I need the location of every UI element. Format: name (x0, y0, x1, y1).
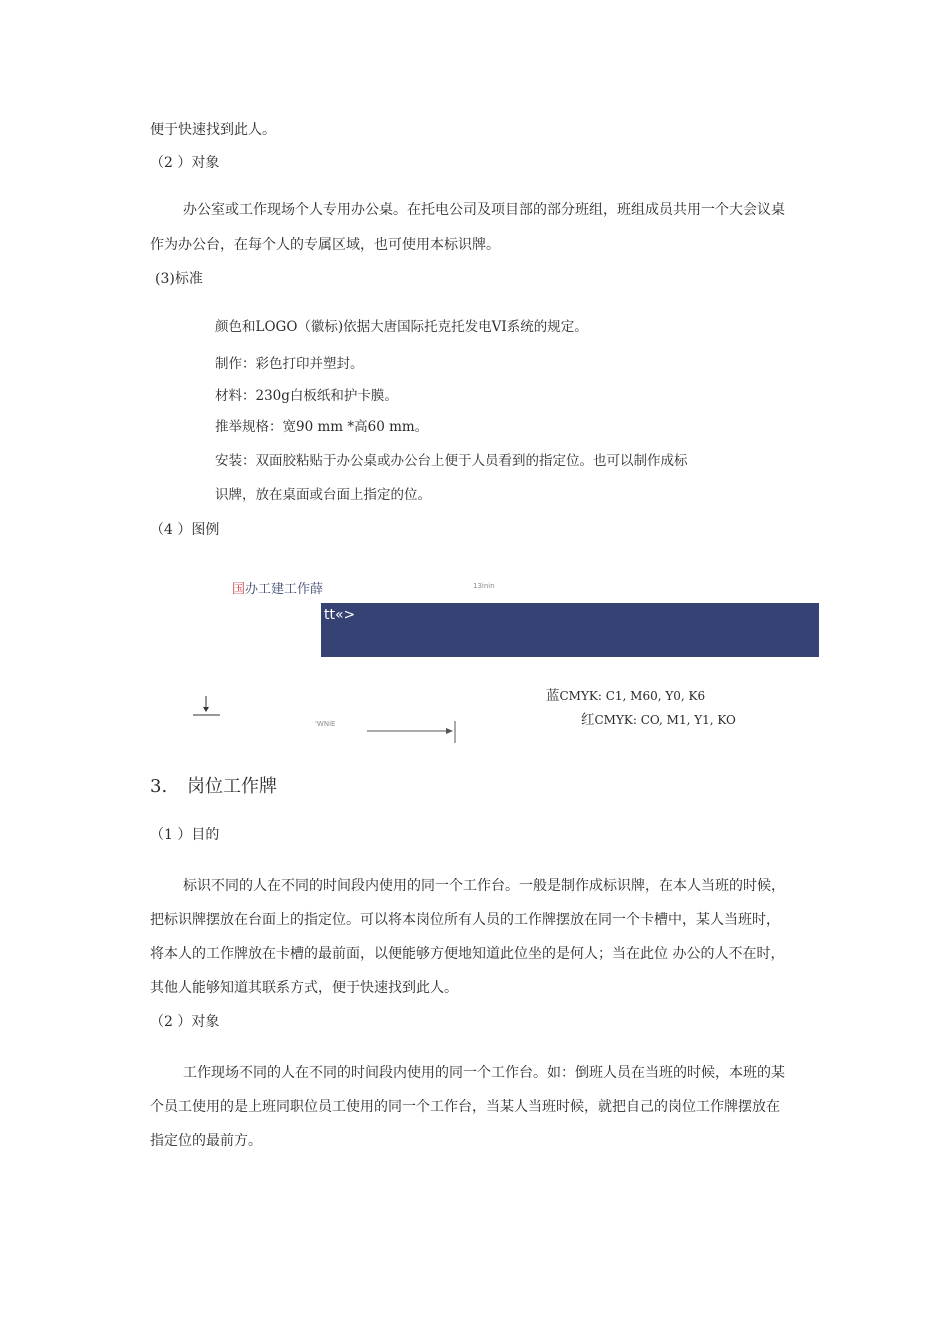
standard-color: 颜色和LOGO（徽标)依据大唐国际托克托发电VI系统的规定。 (215, 319, 588, 335)
standard-install-2: 识牌，放在桌面或台面上指定的位。 (215, 487, 431, 503)
small-label: 'WNiE (315, 720, 336, 728)
dimension-marker-icon (190, 694, 222, 720)
heading-object: （2 ）对象 (150, 155, 220, 171)
purpose-line-4: 其他人能够知道其联系方式，便于快速找到此人。 (150, 980, 458, 996)
blue-word: 蓝 (546, 688, 560, 704)
section-title: 岗位工作牌 (187, 776, 277, 797)
banner-text: tt«> (324, 607, 356, 623)
blue-cmyk (546, 686, 705, 706)
purpose-line-3: 将本人的工作牌放在卡槽的最前面，以便能够方便地知道此位坐的是何人；当在此位 办公的人不在时， (150, 946, 785, 962)
heading-standard: (3)标准 (155, 271, 203, 287)
standard-material: 材料：230g白板纸和护卡膜。 (215, 388, 398, 404)
red-word: 红 (581, 712, 595, 728)
purpose-line-1: 标识不同的人在不同的时间段内使用的同一个工作台。一般是制作成标识牌，在本人当班的时候， (183, 878, 785, 894)
standard-size: 推举规格：宽90 mm *高60 mm。 (215, 419, 429, 435)
blue-banner (321, 603, 819, 657)
heading-purpose: （1 ）目的 (150, 827, 220, 843)
blue-cmyk-value: CMYK: C1, M60, Y0, K6 (559, 689, 706, 703)
red-cmyk (581, 710, 736, 730)
sign-title (232, 578, 323, 597)
dimension-arrow-icon (365, 719, 460, 745)
object2-line-1: 工作现场不同的人在不同的时间段内使用的同一个工作台。如：倒班人员在当班的时候，本班的某 (183, 1065, 785, 1081)
object-line-1: 办公室或工作现场个人专用办公桌。在托电公司及项目部的部分班组，班组成员共用一个大会议桌 (183, 202, 785, 218)
red-cmyk-value: CMYK: CO, M1, Y1, KO (594, 713, 736, 727)
section-number: 3. (150, 776, 168, 797)
object-line-2: 作为办公台，在每个人的专属区域，也可使用本标识牌。 (150, 237, 500, 253)
standard-making: 制作：彩色打印并塑封。 (215, 356, 364, 372)
purpose-line-2: 把标识牌摆放在台面上的指定位。可以将本岗位所有人员的工作牌摆放在同一个卡槽中，某人当班时， (150, 912, 780, 928)
standard-install-1: 安装：双面胶粘贴于办公桌或办公台上便于人员看到的指定位。也可以制作成标 (215, 453, 688, 469)
object2-line-3: 指定位的最前方。 (150, 1133, 262, 1149)
paragraph-end: 便于快速找到此人。 (150, 122, 276, 138)
sign-title-text: 办工建工作薛 (245, 582, 324, 597)
dimension-label-top: 13inin (473, 582, 495, 590)
object2-line-2: 个员工使用的是上班同职位员工使用的同一个工作台，当某人当班时候，就把自己的岗位工作牌摆放在 (150, 1099, 780, 1115)
heading-example: （4 ）图例 (150, 522, 220, 538)
logo-glyph: 国 (232, 582, 246, 597)
heading-object-2: （2 ）对象 (150, 1014, 220, 1030)
